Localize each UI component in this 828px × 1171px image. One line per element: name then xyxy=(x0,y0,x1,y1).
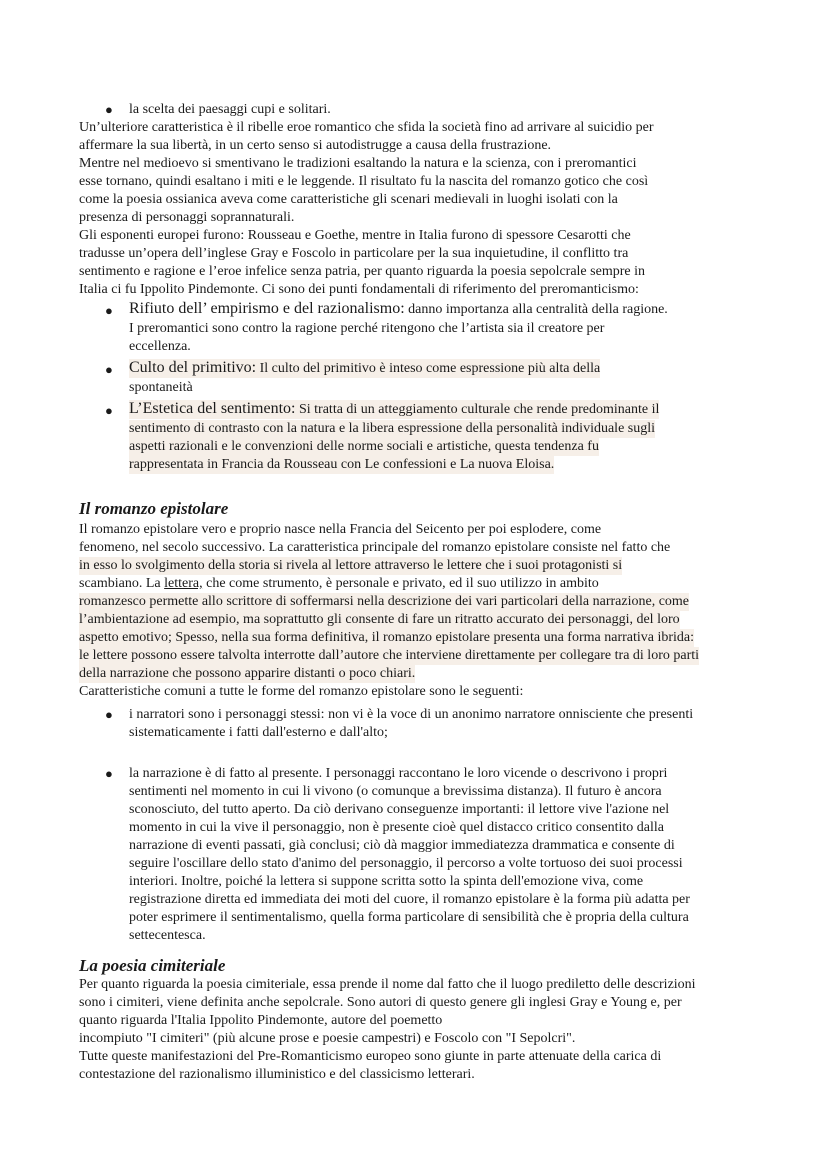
epistolare-bullet-line: sconosciuto, del tutto aperto. Da ciò derivano conseguenze importanti: il lettore vive l'azione nel xyxy=(129,802,670,817)
epistolare-bullet-line: seguire l'oscillare dello stato d'animo del personaggio, il percorso a volte tortuoso dei suoi processi xyxy=(129,856,683,871)
point-text: danno importanza alla centralità della ragione. xyxy=(408,302,668,317)
section-heading-cimiteriale: La poesia cimiteriale xyxy=(79,956,226,975)
epistolare-line: fenomeno, nel secolo successivo. La caratteristica principale del romanzo epistolare consiste nel fatto che xyxy=(79,540,671,555)
point-line: spontaneità xyxy=(129,380,193,395)
epistolare-line: l’ambientazione ad esempio, ma soprattutto gli consente di fare un ritratto accurato dei personaggi, del loro xyxy=(79,612,680,627)
epistolare-line: in esso lo svolgimento della storia si rivela al lettore attraverso le lettere che i suoi protagonisti si xyxy=(79,558,623,573)
cimiteriale-line: contestazione del razionalismo illuministico e del classicismo letterari. xyxy=(79,1067,475,1082)
point-first-line xyxy=(129,400,659,419)
bullet-dot: ● xyxy=(105,403,113,418)
intro-bullet-text: la scelta dei paesaggi cupi e solitari. xyxy=(129,102,331,117)
epistolare-bullet-line: sentimenti nel momento in cui li vivono (o comunque a brevissima distanza). Il futuro è ancora xyxy=(129,784,662,799)
point-line: I preromantici sono contro la ragione perché ritengono che l’artista sia il creatore per xyxy=(129,321,605,336)
point-first-line xyxy=(129,359,600,378)
bullet-dot: ● xyxy=(105,766,113,781)
epistolare-line: Il romanzo epistolare vero e proprio nasce nella Francia del Seicento per poi esplodere, come xyxy=(79,522,602,537)
cimiteriale-line: incompiuto "I cimiteri" (più alcune prose e poesie campestri) e Foscolo con "I Sepolcri". xyxy=(79,1031,576,1046)
cimiteriale-line: Tutte queste manifestazioni del Pre-Romanticismo europeo sono giunte in parte attenuate della carica di xyxy=(79,1049,662,1064)
cimiteriale-line: sono i cimiteri, viene definita anche sepolcrale. Sono autori di questo genere gli inglesi Gray e Young e, per xyxy=(79,995,682,1010)
epistolare-bullet-line: settecentesca. xyxy=(129,928,206,943)
epistolare-bullet-line: interiori. Inoltre, poiché la lettera si suppone scritta sotto la spinta dell'emozione viva, come xyxy=(129,874,644,889)
intro-line: Gli esponenti europei furono: Rousseau e Goethe, mentre in Italia furono di spessore Cesarotti che xyxy=(79,228,631,243)
bullet-dot: ● xyxy=(105,102,113,117)
cimiteriale-line: quanto riguarda l'Italia Ippolito Pindemonte, autore del poemetto xyxy=(79,1013,443,1028)
epistolare-line: Caratteristiche comuni a tutte le forme del romanzo epistolare sono le seguenti: xyxy=(79,684,524,699)
epistolare-bullet-line: poter esprimere il sentimentalismo, quella forma particolare di sensibilità che è propria della cultura xyxy=(129,910,689,925)
epistolare-bullet-line: registrazione diretta ed immediata dei moti del cuore, il romanzo epistolare è la forma più adatta per xyxy=(129,892,690,907)
intro-line: tradusse un’opera dell’inglese Gray e Foscolo in particolare per la sua inquietudine, il conflitto tra xyxy=(79,246,629,261)
bullet-dot: ● xyxy=(105,303,113,318)
intro-line: esse tornano, quindi esaltano i miti e le leggende. Il risultato fu la nascita del romanzo gotico che così xyxy=(79,174,649,189)
epistolare-bullet-line: narrazione di eventi passati, già conclusi; ciò dà maggior immediatezza drammatica e consente di xyxy=(129,838,675,853)
epistolare-line xyxy=(79,575,599,593)
epistolare-line: della narrazione che possono apparire distanti o poco chiari. xyxy=(79,666,416,681)
point-line: aspetti razionali e le convenzioni delle norme sociali e artistiche, questa tendenza fu xyxy=(129,439,599,454)
intro-line: Italia ci fu Ippolito Pindemonte. Ci sono dei punti fondamentali di riferimento del preromanticismo: xyxy=(79,282,639,297)
point-text: Si tratta di un atteggiamento culturale che rende predominante il xyxy=(298,402,660,417)
point-text: Il culto del primitivo è inteso come espressione più alta della xyxy=(259,361,601,376)
intro-line: presenza di personaggi soprannaturali. xyxy=(79,210,295,225)
epistolare-bullet-line: la narrazione è di fatto al presente. I personaggi raccontano le loro vicende o descrivono i propri xyxy=(129,766,668,781)
cimiteriale-line: Per quanto riguarda la poesia cimiteriale, essa prende il nome dal fatto che il luogo prediletto delle descrizioni xyxy=(79,977,696,992)
section-heading-epistolare: Il romanzo epistolare xyxy=(79,499,229,518)
point-term: Rifiuto dell’ empirismo e del razionalismo: xyxy=(129,300,405,317)
epistolare-bullet-line: i narratori sono i personaggi stessi: non vi è la voce di un anonimo narratore onnisciente che presenti xyxy=(129,707,694,722)
epistolare-line: romanzesco permette allo scrittore di soffermarsi nella descrizione dei vari particolari della narrazione, come xyxy=(79,594,690,609)
intro-line: Un’ulteriore caratteristica è il ribelle eroe romantico che sfida la società fino ad arrivare al suicidio per xyxy=(79,120,654,135)
bullet-dot: ● xyxy=(105,362,113,377)
point-term: Culto del primitivo: xyxy=(129,359,257,376)
intro-line: come la poesia ossianica aveva come caratteristiche gli scenari medievali in luoghi isolati con la xyxy=(79,192,618,207)
intro-line: sentimento e ragione e l’eroe infelice senza patria, per quanto riguarda la poesia sepolcrale sempre in xyxy=(79,264,645,279)
epistolare-text: che come strumento, è personale e privato, ed il suo utilizzo in ambito xyxy=(202,576,599,591)
point-first-line xyxy=(129,300,668,319)
epistolare-text: scambiano. La xyxy=(79,576,165,591)
epistolare-line: aspetto emotivo; Spesso, nella sua forma definitiva, il romanzo epistolare presenta una forma narrativa ibrida: xyxy=(79,630,695,645)
epistolare-bullet-line: sistematicamente i fatti dall'esterno e dall'alto; xyxy=(129,725,388,740)
intro-line: Mentre nel medioevo si smentivano le tradizioni esaltando la natura e la scienza, con i preromantici xyxy=(79,156,637,171)
point-line: sentimento di contrasto con la natura e la libera espressione della personalità individuale sugli xyxy=(129,421,656,436)
epistolare-line: le lettere possono essere talvolta interrotte dall’autore che interviene direttamente per collegare tra di loro parti xyxy=(79,648,700,663)
lettera-word: lettera, xyxy=(164,576,203,591)
bullet-dot: ● xyxy=(105,707,113,722)
point-term: L’Estetica del sentimento: xyxy=(129,400,296,417)
point-line: eccellenza. xyxy=(129,339,191,354)
intro-line: affermare la sua libertà, in un certo senso si autodistrugge a causa della frustrazione. xyxy=(79,138,552,153)
epistolare-bullet-line: momento in cui la vive il personaggio, non è presente cioè quel distacco critico consentito dalla xyxy=(129,820,664,835)
point-line: rappresentata in Francia da Rousseau con Le confessioni e La nuova Eloisa. xyxy=(129,457,555,472)
